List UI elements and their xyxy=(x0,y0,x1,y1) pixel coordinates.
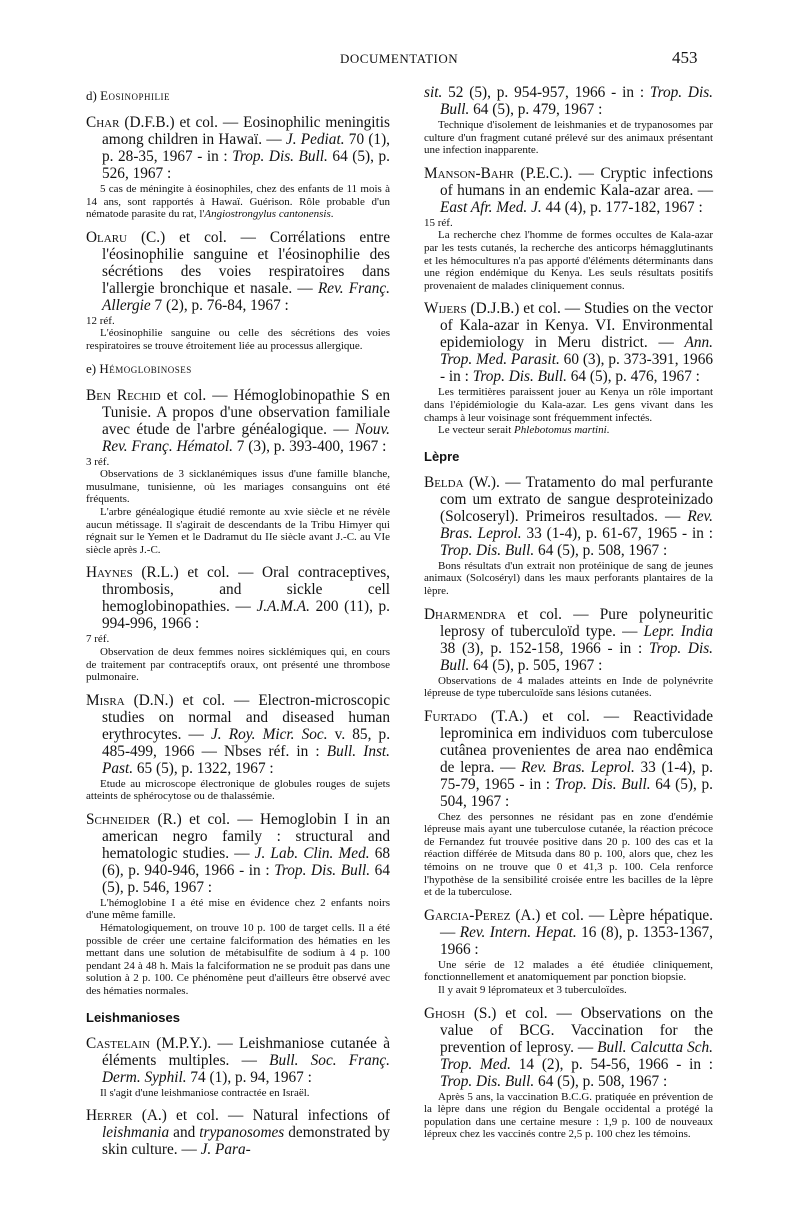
section-heading: Lèpre xyxy=(424,448,460,464)
citation-text: 14 (2), p. 54-56, 1966 - in : xyxy=(510,1055,714,1073)
author: Ghosh (S.) xyxy=(424,1004,497,1022)
note-paragraph xyxy=(424,811,713,899)
citation-text: 64 (5), p. 505, 1967 : xyxy=(469,656,603,674)
note-paragraph xyxy=(86,183,390,221)
journal-title: J. Lab. Clin. Med. xyxy=(254,844,370,862)
bibliography-entry xyxy=(86,387,390,557)
journal-title: J. Roy. Micr. Soc. xyxy=(211,725,328,743)
citation xyxy=(424,300,713,385)
note-text: 5 cas de méningite à éosinophiles, chez des enfants de 11 mois à 14 ans, sont rapportés à Hawaï. Guérison. Rôle probable d'un nématode parasite du rat, l' xyxy=(86,183,390,221)
running-title: DOCUMENTATION xyxy=(340,51,459,66)
journal-title: Bull. Calcutta Sch. Trop. Med. xyxy=(440,1038,713,1073)
citation-text: 60 (3), p. 373-391, 1966 - in : xyxy=(440,351,713,386)
journal-title: Ann. Trop. Med. Parasit. xyxy=(440,334,713,369)
note-text: Il s'agit d'une leishmaniose contractée en Israël. xyxy=(100,1086,310,1099)
note-paragraph xyxy=(424,1091,713,1141)
note-paragraph xyxy=(86,468,390,506)
right-column xyxy=(424,84,713,1149)
citation-text: et col. — Corrélations entre l'éosinophilie sanguine et l'éosinophilie des sécrétions des voies respiratoires dans l'allergie bronchique et nasale. — xyxy=(102,228,390,297)
journal-title: Trop. Dis. Bull. xyxy=(472,368,567,386)
journal-title: leishmania xyxy=(102,1124,170,1142)
citation-text: 74 (1), p. 94, 1967 : xyxy=(186,1068,312,1086)
journal-title: East Afr. Med. J. xyxy=(440,198,542,216)
bibliography-entry xyxy=(86,1035,390,1100)
page-header xyxy=(0,48,800,72)
abstract-note xyxy=(86,456,390,557)
author: Manson-Bahr (P.E.C.) xyxy=(424,164,569,182)
journal-title: sit. xyxy=(424,84,443,101)
author: Wijers (D.J.B.) xyxy=(424,300,520,318)
abstract-note xyxy=(86,183,390,221)
note-text: Le vecteur serait xyxy=(438,424,515,437)
citation-text: 64 (5), p. 504, 1967 : xyxy=(440,775,713,810)
note-paragraph xyxy=(86,456,390,469)
bibliography-entry xyxy=(424,474,713,598)
bibliography-entry xyxy=(86,1107,390,1158)
note-text: Bons résultats d'un extrait non protéinique de sang de jeunes animaux (Solcoséryl) dans les maux perforants plantaires de la lèpre. xyxy=(424,559,713,597)
section-title: Hémoglobinoses xyxy=(99,360,192,376)
note-paragraph xyxy=(86,1087,390,1100)
note-text: L'éosinophilie sanguine ou celle des sécrétions des voies respiratoires se trouve étroitement liée au processus allergique. xyxy=(86,327,390,352)
page-number: 453 xyxy=(672,48,698,67)
species-name: Phlebotomus martini xyxy=(514,424,607,437)
abstract-note xyxy=(86,778,390,803)
citation xyxy=(86,564,390,632)
note-text: Hématologiquement, on trouve 10 p. 100 de target cells. Il a été possible de créer une certaine falciformation des hématies en les mettant dans une solution de métabisulfite de sodium à 4 p. 100 pendant 24 à 48 h. Mais la falciformation ne se produit pas dans une solution à 2 p. 100. Ce phénomène peut d'ailleurs être observé avec des hématies normales. xyxy=(86,922,390,998)
author: Misra (D.N.) xyxy=(86,691,174,709)
citation-text: et col. — Pure polyneuritic leprosy of tuberculoïd type. — xyxy=(440,605,713,640)
author: Castelain (M.P.Y.) xyxy=(86,1034,208,1052)
citation-text: v. 85, p. 485-499, 1966 — Nbses réf. in : xyxy=(102,725,391,760)
journal-title: Trop. Dis. Bull. xyxy=(440,1072,535,1090)
journal-title: Rev. Franç. Allergie xyxy=(102,279,390,314)
abstract-note xyxy=(86,633,390,683)
citation-text: et col. — Natural infections of xyxy=(166,1107,390,1125)
note-paragraph xyxy=(424,675,713,700)
journal-title: Trop. Dis. Bull. xyxy=(554,775,651,793)
note-paragraph xyxy=(86,922,390,998)
citation-text: 38 (3), p. 152-158, 1966 - in : xyxy=(440,639,650,657)
author: Dharmendra xyxy=(424,605,506,623)
note-paragraph xyxy=(424,386,713,424)
abstract-note xyxy=(424,119,713,157)
journal-title: Rev. Bras. Leprol. xyxy=(521,758,635,776)
note-paragraph xyxy=(424,229,713,292)
citation-text: 33 (1-4), p. 61-67, 1965 - in : xyxy=(521,524,713,542)
bibliography-entry xyxy=(86,692,390,803)
note-paragraph xyxy=(86,315,390,328)
citation xyxy=(86,229,390,314)
citation-text: 52 (5), p. 954-957, 1966 - in : xyxy=(442,84,650,101)
note-text: L'arbre généalogique étudié remonte au xvie siècle et ne révèle aucun métissage. Il s'agirait de descendants de la Tribu Himyer qui régnait sur le Yemen et le Dadramut du IIe siècle avant J.-C. au VIe siècle après J.-C. xyxy=(86,505,390,556)
note-text: 15 réf. xyxy=(424,216,453,229)
citation-text: . — Leishmaniose cutanée à éléments multiples. — xyxy=(102,1034,391,1069)
note-paragraph xyxy=(424,560,713,598)
abstract-note xyxy=(424,386,713,436)
citation-text: 200 (11), p. 994-996, 1966 : xyxy=(102,598,391,633)
note-paragraph xyxy=(424,119,713,157)
section-heading: Leishmanioses xyxy=(86,1009,180,1025)
note-text: 3 réf. xyxy=(86,455,110,468)
author: Garcia-Perez (A.) xyxy=(424,906,541,924)
bibliography-entry xyxy=(424,165,713,293)
journal-title: J.A.M.A. xyxy=(256,598,310,616)
abstract-note xyxy=(424,217,713,293)
citation xyxy=(424,84,713,118)
citation-text: 44 (4), p. 177-182, 1967 : xyxy=(541,198,703,216)
citation xyxy=(86,114,390,182)
citation xyxy=(424,165,713,216)
citation-text: 64 (5), p. 508, 1967 : xyxy=(534,1072,668,1090)
journal-title: Lepr. India xyxy=(643,622,713,640)
citation-text: 7 (2), p. 76-84, 1967 : xyxy=(150,296,289,314)
author: Ben Rechid xyxy=(86,386,161,404)
citation-text: et col. — Hemoglobin I in an american negro family : structural and hematologic studies. — xyxy=(102,810,391,862)
citation-text: et col. — Electron-microscopic studies on normal and diseased human erythrocytes. — xyxy=(102,691,391,743)
note-text: La recherche chez l'homme de formes occultes de Kala-azar par les tests cutanés, la recherche des anticorps hémagglutinants et les hémocultures n'a pas apporté d'éléments déterminants dans une région endémique du Kenya. Les seuls résultats positifs provenaient de malades cliniquement connus. xyxy=(424,229,713,292)
abstract-note xyxy=(424,675,713,700)
bibliography-entry xyxy=(424,1005,713,1141)
citation xyxy=(424,708,713,810)
abstract-note xyxy=(424,811,713,899)
citation-text: et col. — Hémoglobinopathie S en Tunisie. A propos d'une observation familiale avec étude de l'arbre généalogique. — xyxy=(102,386,390,438)
left-column xyxy=(86,84,390,1166)
note-paragraph xyxy=(424,424,713,437)
citation xyxy=(424,907,713,958)
citation-text: et col. — Eosinophilic meningitis among children in Hawaï. — xyxy=(102,114,390,148)
journal-title: Bull. Inst. Past. xyxy=(102,742,390,777)
section-title: Eosinophilie xyxy=(100,88,171,103)
note-text: L'hémoglobine I a été mise en évidence chez 2 enfants noirs d'une même famille. xyxy=(86,896,390,922)
note-text: Observations de 3 sicklanémiques issus d'une famille blanche, musulmane, tunisienne, où les mariages consanguins ont été fréquents. xyxy=(86,468,390,506)
abstract-note xyxy=(424,959,713,997)
journal-title: Trop. Dis. Bull. xyxy=(440,84,713,118)
journal-title: Trop. Dis. Bull. xyxy=(440,639,714,674)
bibliography-entry xyxy=(86,229,390,353)
note-paragraph xyxy=(86,327,390,352)
note-text: Les termitières paraissent jouer au Kenya un rôle important dans l'épidémiologie du Kala-azar. Les gens vivant dans les champs à leur voisinage sont fréquemment infectés. xyxy=(424,386,713,424)
citation-text: 65 (5), p. 1322, 1967 : xyxy=(133,759,274,777)
section-heading xyxy=(86,361,390,377)
note-paragraph xyxy=(424,217,713,230)
note-paragraph xyxy=(424,959,713,984)
citation-text: 33 (1-4), p. 75-79, 1965 - in : xyxy=(440,758,713,793)
note-text: Une série de 12 malades a été étudiée cliniquement, fonctionnellement et anatomiquement par ponction biopsie. xyxy=(424,958,713,984)
journal-title: Bull. Soc. Franç. Derm. Syphil. xyxy=(102,1051,390,1086)
note-paragraph xyxy=(86,506,390,556)
journal-title: trypanosomes xyxy=(199,1124,285,1142)
note-text: Chez des personnes ne résidant pas en zone d'endémie lépreuse mais ayant une tuberculose cutanée, la réaction précoce de Fernandez fut trouvée positive dans 20 p. 100 des cas et la réaction différée de Mitsuda dans 80 p. 100, alors que, chez les témoins on ne trouve que 0 et 41,3 p. 100. Cela renforce l'hypothèse de la sensibilité croisée entre les bacilles de la lèpre et de la tuberculose. xyxy=(424,810,713,899)
citation-text: 16 (8), p. 1353-1367, 1966 : xyxy=(440,923,713,958)
abstract-note xyxy=(86,897,390,998)
bibliography-entry xyxy=(86,811,390,998)
citation xyxy=(86,692,390,777)
journal-title: Nouv. Rev. Franç. Hématol. xyxy=(102,420,390,455)
author: Char (D.F.B.) xyxy=(86,114,175,131)
abstract-note xyxy=(424,560,713,598)
note-text: 12 réf. xyxy=(86,314,115,327)
citation-text: 7 (3), p. 393-400, 1967 : xyxy=(232,437,387,455)
bibliography-entry xyxy=(424,708,713,899)
note-paragraph xyxy=(86,633,390,646)
bibliography-entry xyxy=(424,907,713,997)
bibliography-entry xyxy=(424,606,713,700)
note-paragraph xyxy=(424,984,713,997)
citation-text: 64 (5), p. 546, 1967 : xyxy=(102,861,390,896)
note-paragraph xyxy=(86,778,390,803)
citation xyxy=(86,1035,390,1086)
author: Furtado (T.A.) xyxy=(424,707,528,725)
citation-text: et col. — Observations on the value of BCG. Vaccination for the prevention of leprosy. — xyxy=(440,1004,714,1056)
note-text: Après 5 ans, la vaccination B.C.G. pratiquée en prévention de la lèpre dans une région du Bengale occidental a protégé la population dans une certaine mesure : 1,9 p. 100 de nouveaux lépreux chez les vaccinés contre 2,5 p. 100 chez les témoins. xyxy=(424,1090,713,1141)
author: Schneider (R.) xyxy=(86,810,182,828)
citation-text: and xyxy=(169,1124,200,1142)
journal-title: J. Para- xyxy=(200,1141,251,1159)
journal-title: Trop. Dis. Bull. xyxy=(440,541,535,559)
journal-title: Trop. Dis. Bull. xyxy=(232,148,328,165)
citation-text: . — Tratamento do mal perfurante com um extrato de sangue desproteinizado (Solcoseryl). Primeiros resultados. — xyxy=(440,473,713,525)
citation-text: 64 (5), p. 508, 1967 : xyxy=(534,541,668,559)
journal-title: J. Pediat. xyxy=(285,131,345,148)
journal-title: Rev. Intern. Hepat. xyxy=(459,923,577,941)
note-text: Technique d'isolement de leishmanies et de trypanosomes par culture d'un fragment cutané prélevé sur des animaux présentant une infection inapparente. xyxy=(424,119,713,157)
section-prefix: d) xyxy=(86,88,101,103)
journal-title: Trop. Dis. Bull. xyxy=(274,861,371,879)
citation-text: 70 (1), p. 28-35, 1967 - in : xyxy=(102,131,390,165)
bibliography-entry xyxy=(86,114,390,221)
journal-title: Rev. Bras. Leprol. xyxy=(440,507,713,542)
citation-text: 64 (5), p. 479, 1967 : xyxy=(469,101,603,118)
bibliography-entry xyxy=(86,564,390,683)
abstract-note xyxy=(86,1087,390,1100)
author: Herrer (A.) xyxy=(86,1107,167,1125)
citation xyxy=(86,1107,390,1158)
citation-text: 68 (6), p. 940-946, 1966 - in : xyxy=(102,844,390,879)
citation-text: 64 (5), p. 526, 1967 : xyxy=(102,148,390,182)
note-paragraph xyxy=(86,897,390,922)
author: Haynes (R.L.) xyxy=(86,564,179,582)
note-text: 7 réf. xyxy=(86,633,110,646)
note-text: . xyxy=(330,208,334,221)
note-text: Observation de deux femmes noires sicklémiques qui, en cours de traitement par contraceptifs oraux, ont présenté une thrombose pulmonaire. xyxy=(86,645,390,684)
section-prefix: e) xyxy=(86,360,100,376)
species-name: Angiostrongylus cantonensis xyxy=(204,208,331,221)
citation-text: et col. — Reactividade leprominica em individuos com tuberculose cutânea provenientes de area nao endêmica de lepra. — xyxy=(440,707,714,776)
section-heading xyxy=(86,88,390,104)
note-paragraph xyxy=(86,646,390,684)
citation xyxy=(86,387,390,455)
note-text: Observations de 4 malades atteints en Inde de polynévrite lépreuse de type tuberculoïde sans lésions cutanées. xyxy=(424,674,713,700)
citation-text: et col. — Lèpre hépatique. — xyxy=(440,906,713,941)
citation xyxy=(424,606,713,674)
abstract-note xyxy=(424,1091,713,1141)
abstract-note xyxy=(86,315,390,353)
citation-text: et col. — Studies on the vector of Kala-azar in Kenya. VI. Environmental epidemiology in Meru district. — xyxy=(440,300,713,352)
citation-text: 64 (5), p. 476, 1967 : xyxy=(566,368,700,386)
note-text: Etude au microscope électronique de globules rouges de sujets atteints de sphérocytose ou de thalassémie. xyxy=(86,777,390,803)
citation-text: . — Cryptic infections of humans in an endemic Kala-azar area. — xyxy=(440,164,713,199)
note-text: Il y avait 9 lépromateux et 3 tuberculoïdes. xyxy=(438,984,627,997)
bibliography-entry xyxy=(424,84,713,157)
citation xyxy=(424,1005,713,1090)
author: Olaru (C.) xyxy=(86,228,166,246)
citation xyxy=(424,474,713,559)
note-text: . xyxy=(606,424,610,437)
citation-text: demonstrated by skin culture. — xyxy=(102,1124,390,1159)
citation xyxy=(86,811,390,896)
bibliography-entry xyxy=(424,300,713,436)
citation-text: et col. — Oral contraceptives, thrombosis, and sickle cell hemoglobinopathies. — xyxy=(102,564,391,616)
author: Belda (W.) xyxy=(424,473,496,491)
